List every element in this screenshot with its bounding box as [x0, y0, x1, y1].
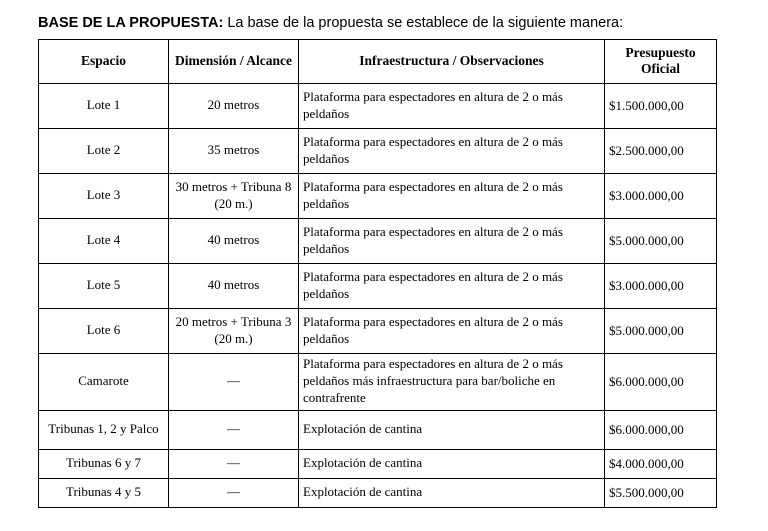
cell-dimension: — — [169, 478, 299, 507]
cell-espacio: Lote 5 — [39, 263, 169, 308]
table-row — [39, 308, 717, 353]
cell-presupuesto: $5.500.000,00 — [605, 478, 717, 507]
column-header-infraestructura: Infraestructura / Observaciones — [299, 40, 605, 83]
cell-espacio: Lote 4 — [39, 218, 169, 263]
cell-infraestructura: Plataforma para espectadores en altura de 2 o más peldaños — [299, 128, 605, 173]
proposal-table — [38, 39, 717, 507]
cell-espacio: Tribunas 4 y 5 — [39, 478, 169, 507]
cell-dimension: — — [169, 410, 299, 449]
cell-dimension: 35 metros — [169, 128, 299, 173]
cell-presupuesto: $5.000.000,00 — [605, 308, 717, 353]
cell-dimension: 40 metros — [169, 263, 299, 308]
cell-dimension: 20 metros + Tribuna 3 (20 m.) — [169, 308, 299, 353]
cell-espacio: Lote 3 — [39, 173, 169, 218]
table-header — [39, 40, 717, 83]
cell-presupuesto: $6.000.000,00 — [605, 410, 717, 449]
cell-infraestructura: Plataforma para espectadores en altura de 2 o más peldaños más infraestructura para bar/boliche en contrafrente — [299, 353, 605, 410]
cell-espacio: Lote 1 — [39, 83, 169, 128]
cell-espacio: Tribunas 6 y 7 — [39, 449, 169, 478]
intro-paragraph — [38, 14, 738, 32]
table-row — [39, 353, 717, 410]
cell-infraestructura: Plataforma para espectadores en altura de 2 o más peldaños — [299, 308, 605, 353]
column-header-presupuesto: Presupuesto Oficial — [605, 40, 717, 83]
table-row — [39, 218, 717, 263]
table-row — [39, 83, 717, 128]
cell-presupuesto: $2.500.000,00 — [605, 128, 717, 173]
cell-infraestructura: Explotación de cantina — [299, 449, 605, 478]
cell-dimension: 20 metros — [169, 83, 299, 128]
cell-infraestructura: Plataforma para espectadores en altura de 2 o más peldaños — [299, 263, 605, 308]
cell-espacio: Tribunas 1, 2 y Palco — [39, 410, 169, 449]
cell-infraestructura: Explotación de cantina — [299, 410, 605, 449]
table-body — [39, 83, 717, 507]
cell-presupuesto: $6.000.000,00 — [605, 353, 717, 410]
cell-dimension: 30 metros + Tribuna 8 (20 m.) — [169, 173, 299, 218]
table-row — [39, 410, 717, 449]
cell-presupuesto: $4.000.000,00 — [605, 449, 717, 478]
table-row — [39, 173, 717, 218]
cell-dimension: 40 metros — [169, 218, 299, 263]
intro-rest-text: La base de la propuesta se establece de la siguiente manera: — [223, 15, 624, 31]
cell-dimension: — — [169, 353, 299, 410]
intro-lead-label: BASE DE LA PROPUESTA: — [38, 15, 224, 31]
cell-espacio: Lote 2 — [39, 128, 169, 173]
cell-presupuesto: $1.500.000,00 — [605, 83, 717, 128]
cell-presupuesto: $3.000.000,00 — [605, 173, 717, 218]
cell-infraestructura: Plataforma para espectadores en altura de 2 o más peldaños — [299, 173, 605, 218]
table-header-row — [39, 40, 717, 83]
table-row — [39, 128, 717, 173]
cell-espacio: Lote 6 — [39, 308, 169, 353]
cell-dimension: — — [169, 449, 299, 478]
cell-infraestructura: Explotación de cantina — [299, 478, 605, 507]
cell-presupuesto: $5.000.000,00 — [605, 218, 717, 263]
table-row — [39, 449, 717, 478]
column-header-dimension: Dimensión / Alcance — [169, 40, 299, 83]
column-header-espacio: Espacio — [39, 40, 169, 83]
cell-infraestructura: Plataforma para espectadores en altura de 2 o más peldaños — [299, 218, 605, 263]
table-row — [39, 478, 717, 507]
cell-espacio: Camarote — [39, 353, 169, 410]
cell-presupuesto: $3.000.000,00 — [605, 263, 717, 308]
cell-infraestructura: Plataforma para espectadores en altura de 2 o más peldaños — [299, 83, 605, 128]
table-row — [39, 263, 717, 308]
